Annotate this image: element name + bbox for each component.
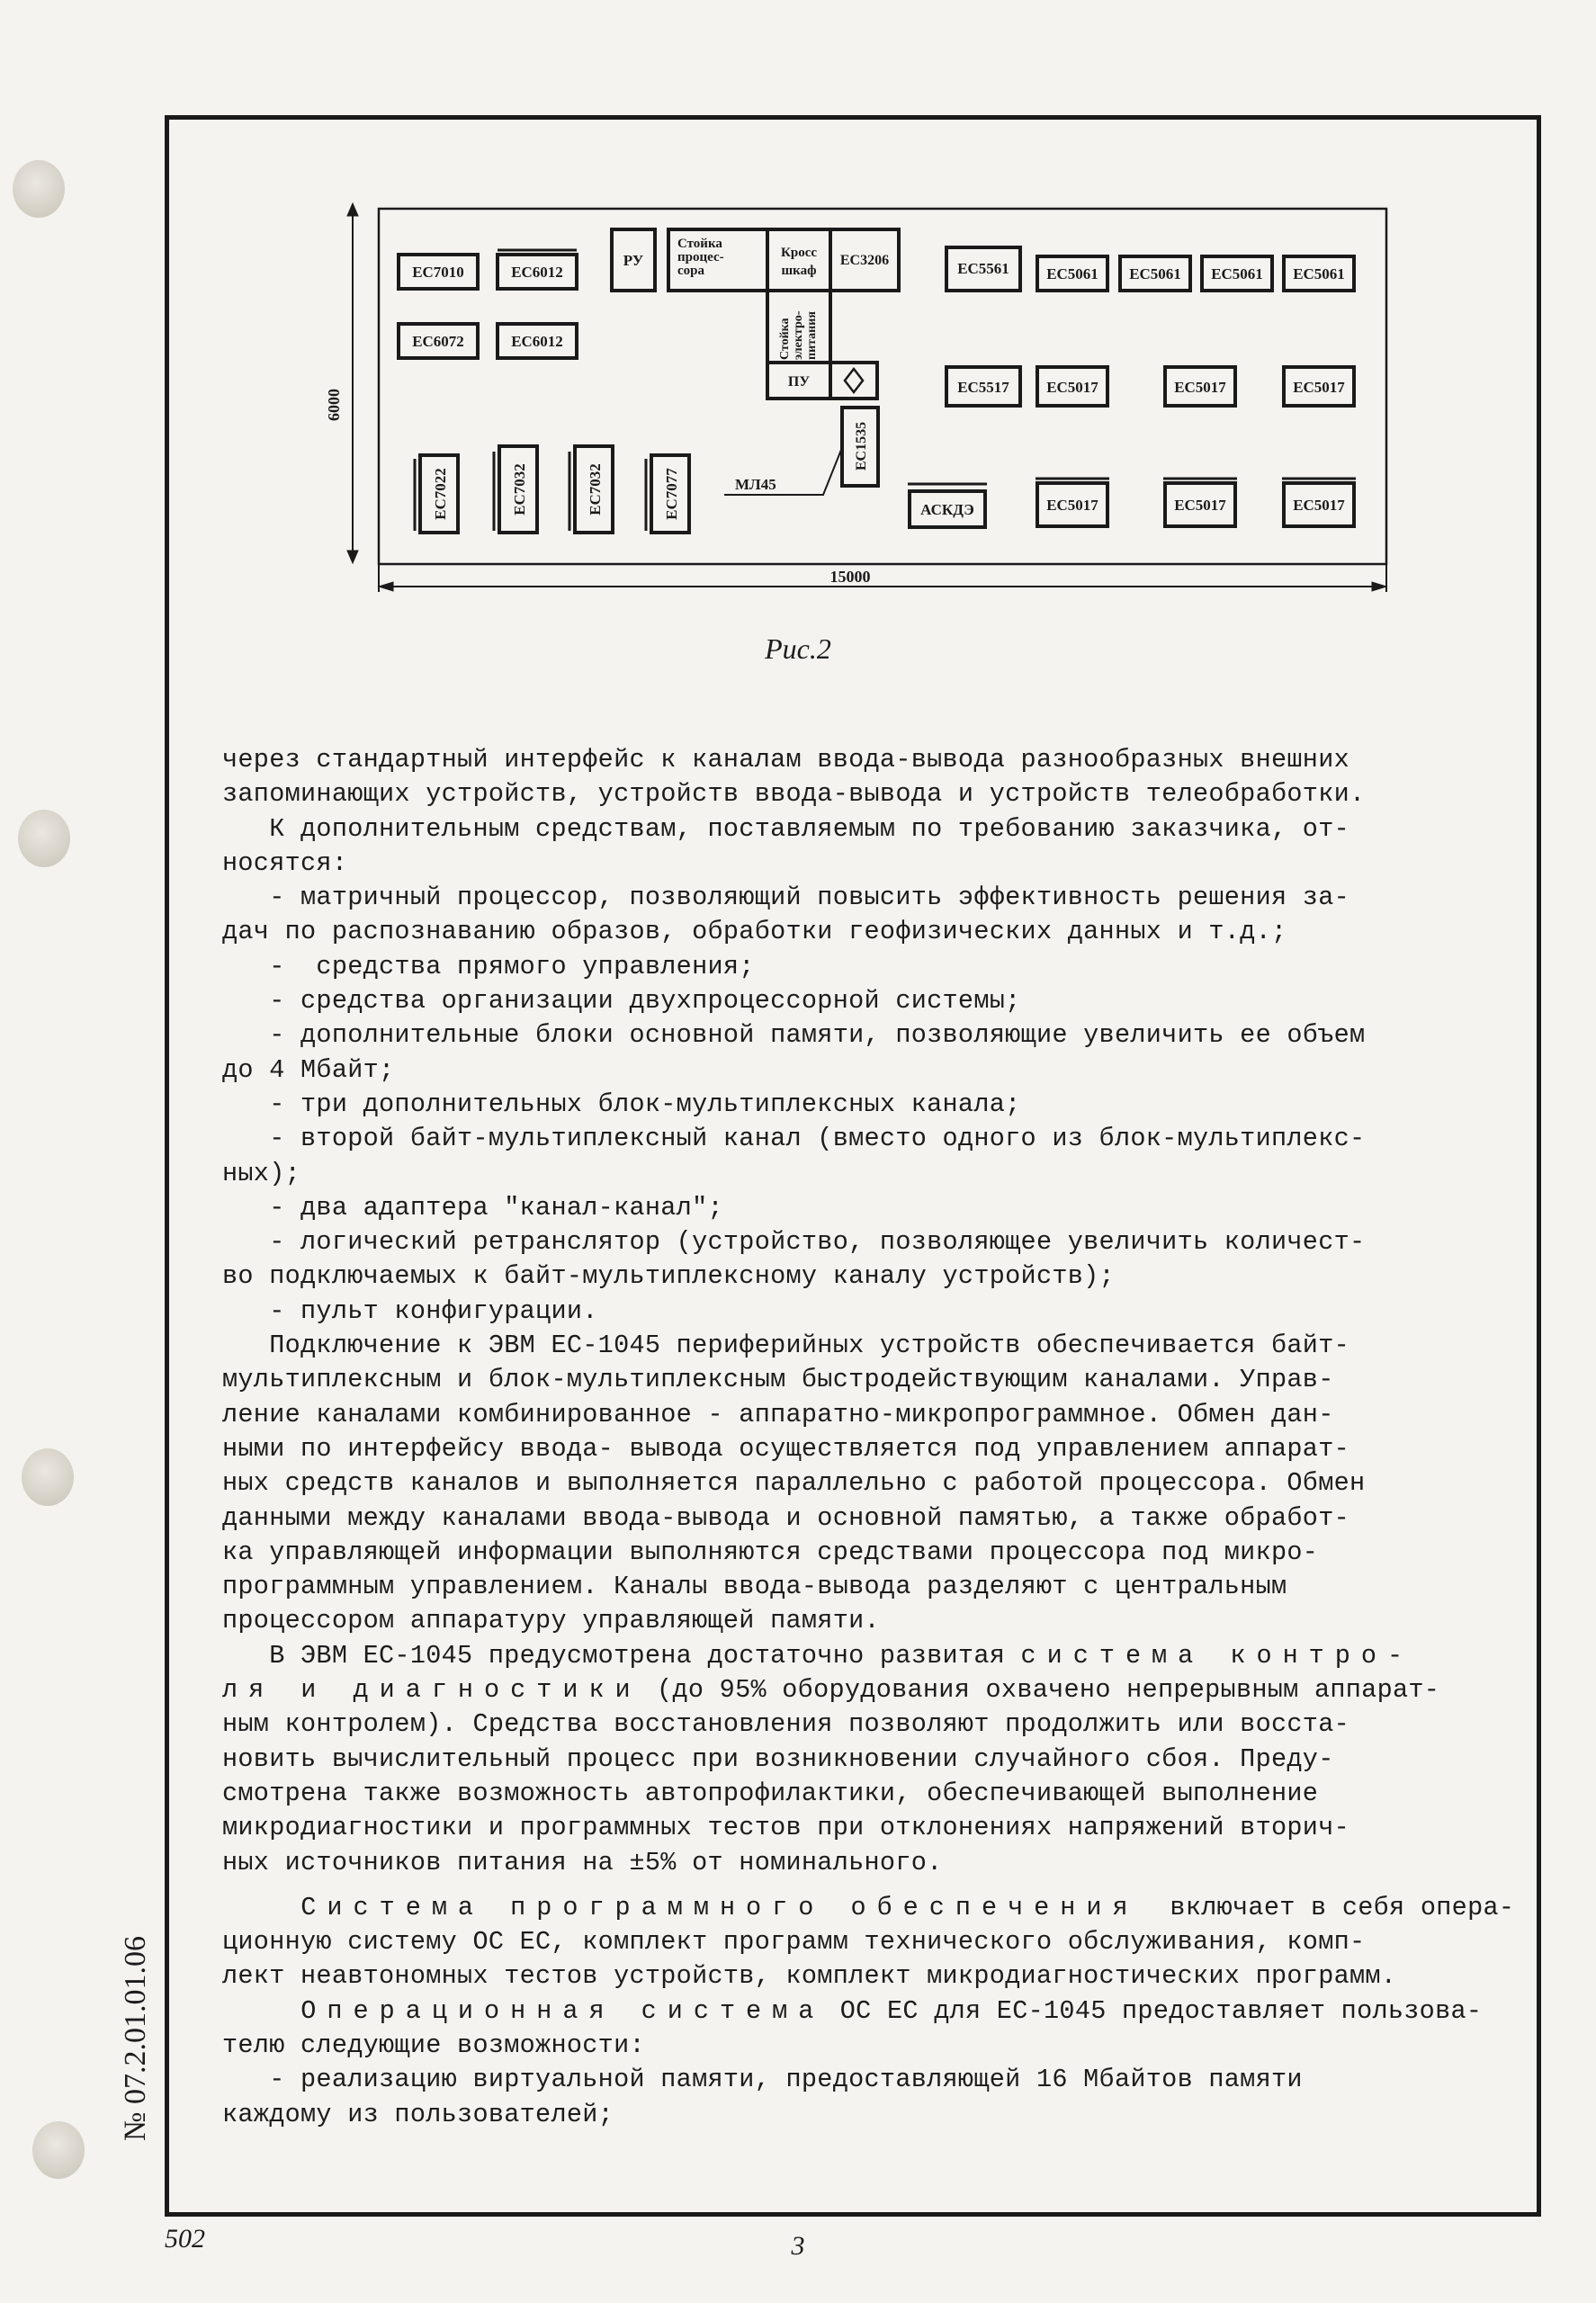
block-ec7077: ЕС7077 xyxy=(663,468,680,520)
dim-width-label: 15000 xyxy=(829,568,871,586)
text-line xyxy=(222,1673,1500,1707)
block-ec6072: ЕС6072 xyxy=(412,333,464,350)
text-line: до 4 Мбайт; xyxy=(222,1054,395,1085)
block-ec7032: ЕС7032 xyxy=(511,463,528,515)
text-line: ционную систему ОС ЕС, комплект программ технического обслуживания, комп- xyxy=(222,1927,1366,1958)
floor-plan-diagram xyxy=(319,189,1408,603)
block-ec6012: ЕС6012 xyxy=(511,333,563,350)
text-line: микродиагностики и программных тестов при отклонениях напряжений вторич- xyxy=(222,1813,1349,1843)
text-line: данными между каналами ввода-вывода и основной памятью, а также обработ- xyxy=(222,1502,1349,1533)
spaced-term: Операционная система xyxy=(222,1995,825,2026)
document-code: № 07.2.01.01.06 xyxy=(119,1936,152,2141)
text-line: процессором аппаратуру управляющей памяти. xyxy=(222,1606,880,1636)
block-stoika-pitaniya: Стойка xyxy=(778,318,792,360)
text-line: программным управлением. Каналы ввода-вывода разделяют с центральным xyxy=(222,1572,1287,1602)
block-ec5017: ЕС5017 xyxy=(1293,379,1345,396)
text-line: носятся: xyxy=(222,847,348,878)
block-stoika-processora: процес- xyxy=(677,250,724,264)
text-line: новить вычислительный процесс при возникновении случайного сбоя. Преду- xyxy=(222,1743,1334,1774)
block-stoika-processora: Стойка xyxy=(677,237,722,251)
text-line: - два адаптера "канал-канал"; xyxy=(222,1192,723,1223)
block-ec5017: ЕС5017 xyxy=(1174,379,1226,396)
spaced-term: Система программного обеспечения xyxy=(222,1892,1139,1922)
block-kross-shkaf: шкаф xyxy=(781,264,817,278)
text-line: - дополнительные блоки основной памяти, позволяющие увеличить ее объем xyxy=(222,1020,1366,1051)
body-text xyxy=(222,743,1515,2132)
text-line: Подключение к ЭВМ ЕС-1045 периферийных устройств обеспечивается байт- xyxy=(222,1331,1349,1361)
text-line: - средства прямого управления; xyxy=(222,951,755,981)
block-ec3206: ЕС3206 xyxy=(839,253,890,268)
block-ec5561: ЕС5561 xyxy=(957,260,1009,277)
block-ec5061: ЕС5061 xyxy=(1211,265,1263,282)
text-line: - логический ретранслятор (устройство, позволяющее увеличить количест- xyxy=(222,1227,1366,1258)
text-line: каждому из пользователей; xyxy=(222,2099,614,2129)
text-line: - второй байт-мультиплексный канал (вместо одного из блок-мультиплекс- xyxy=(222,1124,1366,1154)
block-ec6012: ЕС6012 xyxy=(511,264,563,281)
text-line xyxy=(222,1891,1515,1925)
block-askde: АСКДЭ xyxy=(920,501,974,518)
block-ec5517: ЕС5517 xyxy=(957,379,1009,396)
text-line: ными по интерфейсу ввода- вывода осуществляется под управлением аппарат- xyxy=(222,1433,1349,1464)
punch-hole xyxy=(32,2121,85,2179)
text-line: К дополнительным средствам, поставляемым по требованию заказчика, от- xyxy=(222,813,1349,844)
block-ru: РУ xyxy=(623,252,644,269)
block-ec5061: ЕС5061 xyxy=(1293,265,1345,282)
text-line xyxy=(222,1639,1500,1673)
spaced-term: ля и диагностики xyxy=(222,1675,641,1706)
punch-hole xyxy=(18,810,70,867)
text-line: во подключаемых к байт-мультиплексному каналу устройств); xyxy=(222,1261,1115,1292)
punch-hole xyxy=(22,1448,74,1506)
block-ec5061: ЕС5061 xyxy=(1046,265,1098,282)
page-number: 3 xyxy=(791,2231,805,2261)
block-ec7032: ЕС7032 xyxy=(587,463,604,515)
text-line: ление каналами комбинированное - аппаратно-микропрограммное. Обмен дан- xyxy=(222,1399,1334,1429)
block-ec5017: ЕС5017 xyxy=(1046,497,1098,514)
text-line: ка управляющей информации выполняются средствами процессора под микро- xyxy=(222,1537,1319,1567)
block-ec1535: ЕС1535 xyxy=(854,421,869,471)
block-ec5061: ЕС5061 xyxy=(1129,265,1181,282)
text-line: дач по распознаванию образов, обработки геофизических данных и т.д.; xyxy=(222,917,1287,947)
text-line: ным контролем). Средства восстановления позволяют продолжить или восста- xyxy=(222,1709,1349,1740)
label-ml45: МЛ45 xyxy=(735,476,776,493)
text-run: (до 95% оборудования охвачено непрерывным аппарат- xyxy=(641,1675,1440,1706)
text-line: телю следующие возможности: xyxy=(222,2030,645,2060)
spaced-term: система контро- xyxy=(1020,1640,1414,1671)
text-line: - пульт конфигурации. xyxy=(222,1295,598,1326)
text-line: - реализацию виртуальной памяти, предоставляющей 16 Мбайтов памяти xyxy=(222,2065,1303,2095)
block-kross-shkaf: Кросс xyxy=(780,246,818,260)
text-line: ных); xyxy=(222,1158,301,1188)
text-run: включает в себя опера- xyxy=(1138,1892,1515,1922)
text-line: ных средств каналов и выполняется параллельно с работой процессора. Обмен xyxy=(222,1468,1366,1499)
text-line: через стандартный интерфейс к каналам ввода-вывода разнообразных внешних xyxy=(222,745,1349,775)
punch-hole xyxy=(13,160,65,218)
figure-caption: Рис.2 xyxy=(765,632,831,665)
dim-height-label: 6000 xyxy=(325,389,343,421)
text-run: ОС ЕС для ЕС-1045 предоставляет пользова- xyxy=(824,1995,1483,2026)
text-line: - матричный процессор, позволяющий повысить эффективность решения за- xyxy=(222,883,1349,913)
block-ec5017: ЕС5017 xyxy=(1046,379,1098,396)
block-stoika-pitaniya: электро- xyxy=(792,310,805,360)
block-stoika-pitaniya: питания xyxy=(805,311,819,360)
text-run: В ЭВМ ЕС-1045 предусмотрена достаточно развитая xyxy=(222,1640,1021,1671)
block-stoika-processora: сора xyxy=(677,264,704,278)
text-line: смотрена также возможность автопрофилактики, обеспечивающей выполнение xyxy=(222,1778,1319,1808)
block-ec5017: ЕС5017 xyxy=(1293,497,1345,514)
text-line: запоминающих устройств, устройств ввода-вывода и устройств телеобработки. xyxy=(222,779,1366,810)
block-pu: ПУ xyxy=(787,374,811,390)
text-line: мультиплексным и блок-мультиплексным быстродействующим каналами. Управ- xyxy=(222,1365,1334,1395)
block-ec7022: ЕС7022 xyxy=(432,468,449,520)
text-line xyxy=(222,1994,1500,2029)
text-line: - три дополнительных блок-мультиплексных канала; xyxy=(222,1089,1021,1119)
block-ec7010: ЕС7010 xyxy=(412,264,464,281)
text-line: ных источников питания на ±5% от номинального. xyxy=(222,1847,943,1877)
folio-number: 502 xyxy=(165,2224,205,2254)
block-ec5017: ЕС5017 xyxy=(1174,497,1226,514)
text-line: - средства организации двухпроцессорной системы; xyxy=(222,986,1021,1017)
text-line: лект неавтономных тестов устройств, комплект микродиагностических программ. xyxy=(222,1961,1397,1992)
